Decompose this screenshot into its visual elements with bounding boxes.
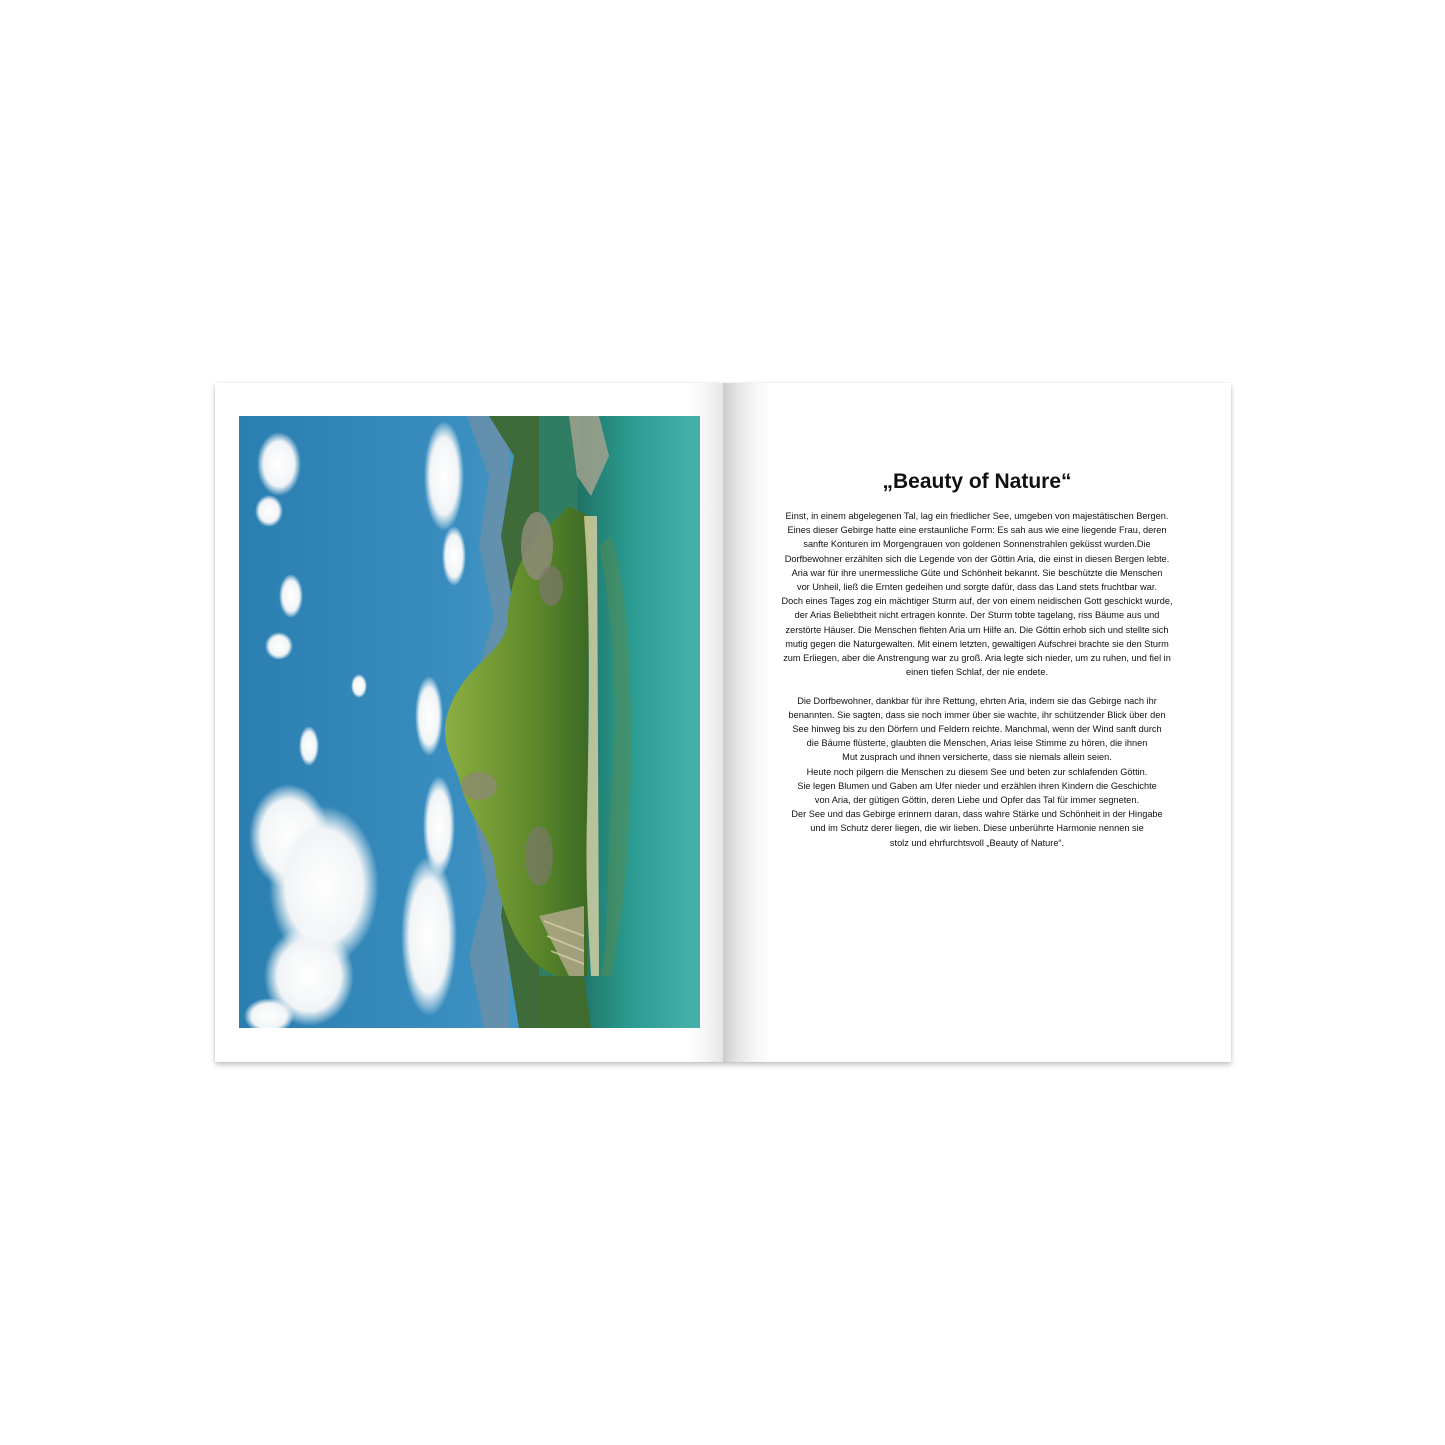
text-line: benannten. Sie sagten, dass sie noch immer über sie wachte, ihr schützender Blick über den bbox=[788, 709, 1166, 720]
text-line: See hinweg bis zu den Dörfern und Feldern reichte. Manchmal, wenn der Wind sanft durch bbox=[792, 724, 1162, 735]
text-line: Die Dorfbewohner, dankbar für ihre Rettung, ehrten Aria, indem sie das Gebirge nach ihr bbox=[797, 695, 1157, 706]
text-line: zerstörte Häuser. Die Menschen flehten Aria um Hilfe an. Die Göttin erhob sich und stellte sich bbox=[785, 624, 1169, 635]
text-line: Der See und das Gebirge erinnern daran, dass wahre Stärke und Schönheit in der Hingabe bbox=[791, 809, 1163, 820]
text-line: mutig gegen die Naturgewalten. Mit einem letzten, gewaltigen Aufschrei brachte sie den Sturm bbox=[785, 638, 1169, 649]
story-title: „Beauty of Nature“ bbox=[882, 470, 1072, 493]
text-line: Aria war für ihre unermessliche Güte und Schönheit bekannt. Sie beschützte die Menschen bbox=[791, 567, 1163, 578]
text-line: einen tiefen Schlaf, der nie endete. bbox=[906, 667, 1048, 678]
landscape-photo bbox=[239, 416, 700, 1028]
text-line: stolz und ehrfurchtsvoll „Beauty of Nature“. bbox=[889, 837, 1065, 848]
text-line: Doch eines Tages zog ein mächtiger Sturm auf, der von einem neidischen Gott geschickt wurde, bbox=[781, 596, 1173, 607]
right-page bbox=[723, 383, 1231, 1062]
text-line: zum Erliegen, aber die Anstrengung war zu groß. Aria legte sich nieder, um zu ruhen, und fiel in bbox=[783, 653, 1171, 664]
text-line: Einst, in einem abgelegenen Tal, lag ein friedlicher See, umgeben von majestätischen Bergen. bbox=[785, 511, 1169, 521]
open-book-spread bbox=[215, 383, 1231, 1062]
left-page bbox=[215, 383, 723, 1062]
paragraph-gap bbox=[761, 679, 1193, 693]
story-body bbox=[761, 509, 1193, 850]
text-line: sanfte Konturen im Morgengrauen von goldenen Sonnenstrahlen geküsst wurden.Die bbox=[803, 539, 1151, 550]
text-line: und im Schutz derer liegen, die wir lieben. Diese unberührte Harmonie nennen sie bbox=[810, 823, 1144, 834]
text-line: Eines dieser Gebirge hatte eine erstaunliche Form: Es sah aus wie eine liegende Frau, deren bbox=[787, 525, 1167, 536]
text-line: Mut zusprach und ihnen versicherte, dass sie niemals allein seien. bbox=[842, 752, 1112, 763]
landscape-photo-icon bbox=[239, 416, 700, 1028]
text-line: von Aria, der gütigen Göttin, deren Liebe und Opfer das Tal für immer segneten. bbox=[814, 795, 1140, 806]
paragraph-1 bbox=[761, 509, 1193, 679]
text-line: vor Unheil, ließ die Ernten gedeihen und sorgte dafür, dass das Land stets fruchtbar war. bbox=[796, 582, 1158, 593]
text-line: der Arias Beliebtheit nicht ertragen konnte. Der Sturm tobte tagelang, riss Bäume aus und bbox=[794, 610, 1160, 621]
text-line: Dorfbewohner erzählten sich die Legende von der Göttin Aria, die einst in diesen Bergen lebte. bbox=[784, 553, 1170, 564]
paragraph-2 bbox=[761, 694, 1193, 850]
text-line: Heute noch pilgern die Menschen zu diesem See und beten zur schlafenden Göttin. bbox=[806, 766, 1148, 777]
text-line: Sie legen Blumen und Gaben am Ufer nieder und erzählen ihren Kindern die Geschichte bbox=[797, 780, 1157, 791]
left-page-gutter-shadow bbox=[687, 383, 723, 1062]
text-line: die Bäume flüsterte, glaubten die Menschen, Arias leise Stimme zu hören, die ihnen bbox=[806, 738, 1148, 749]
